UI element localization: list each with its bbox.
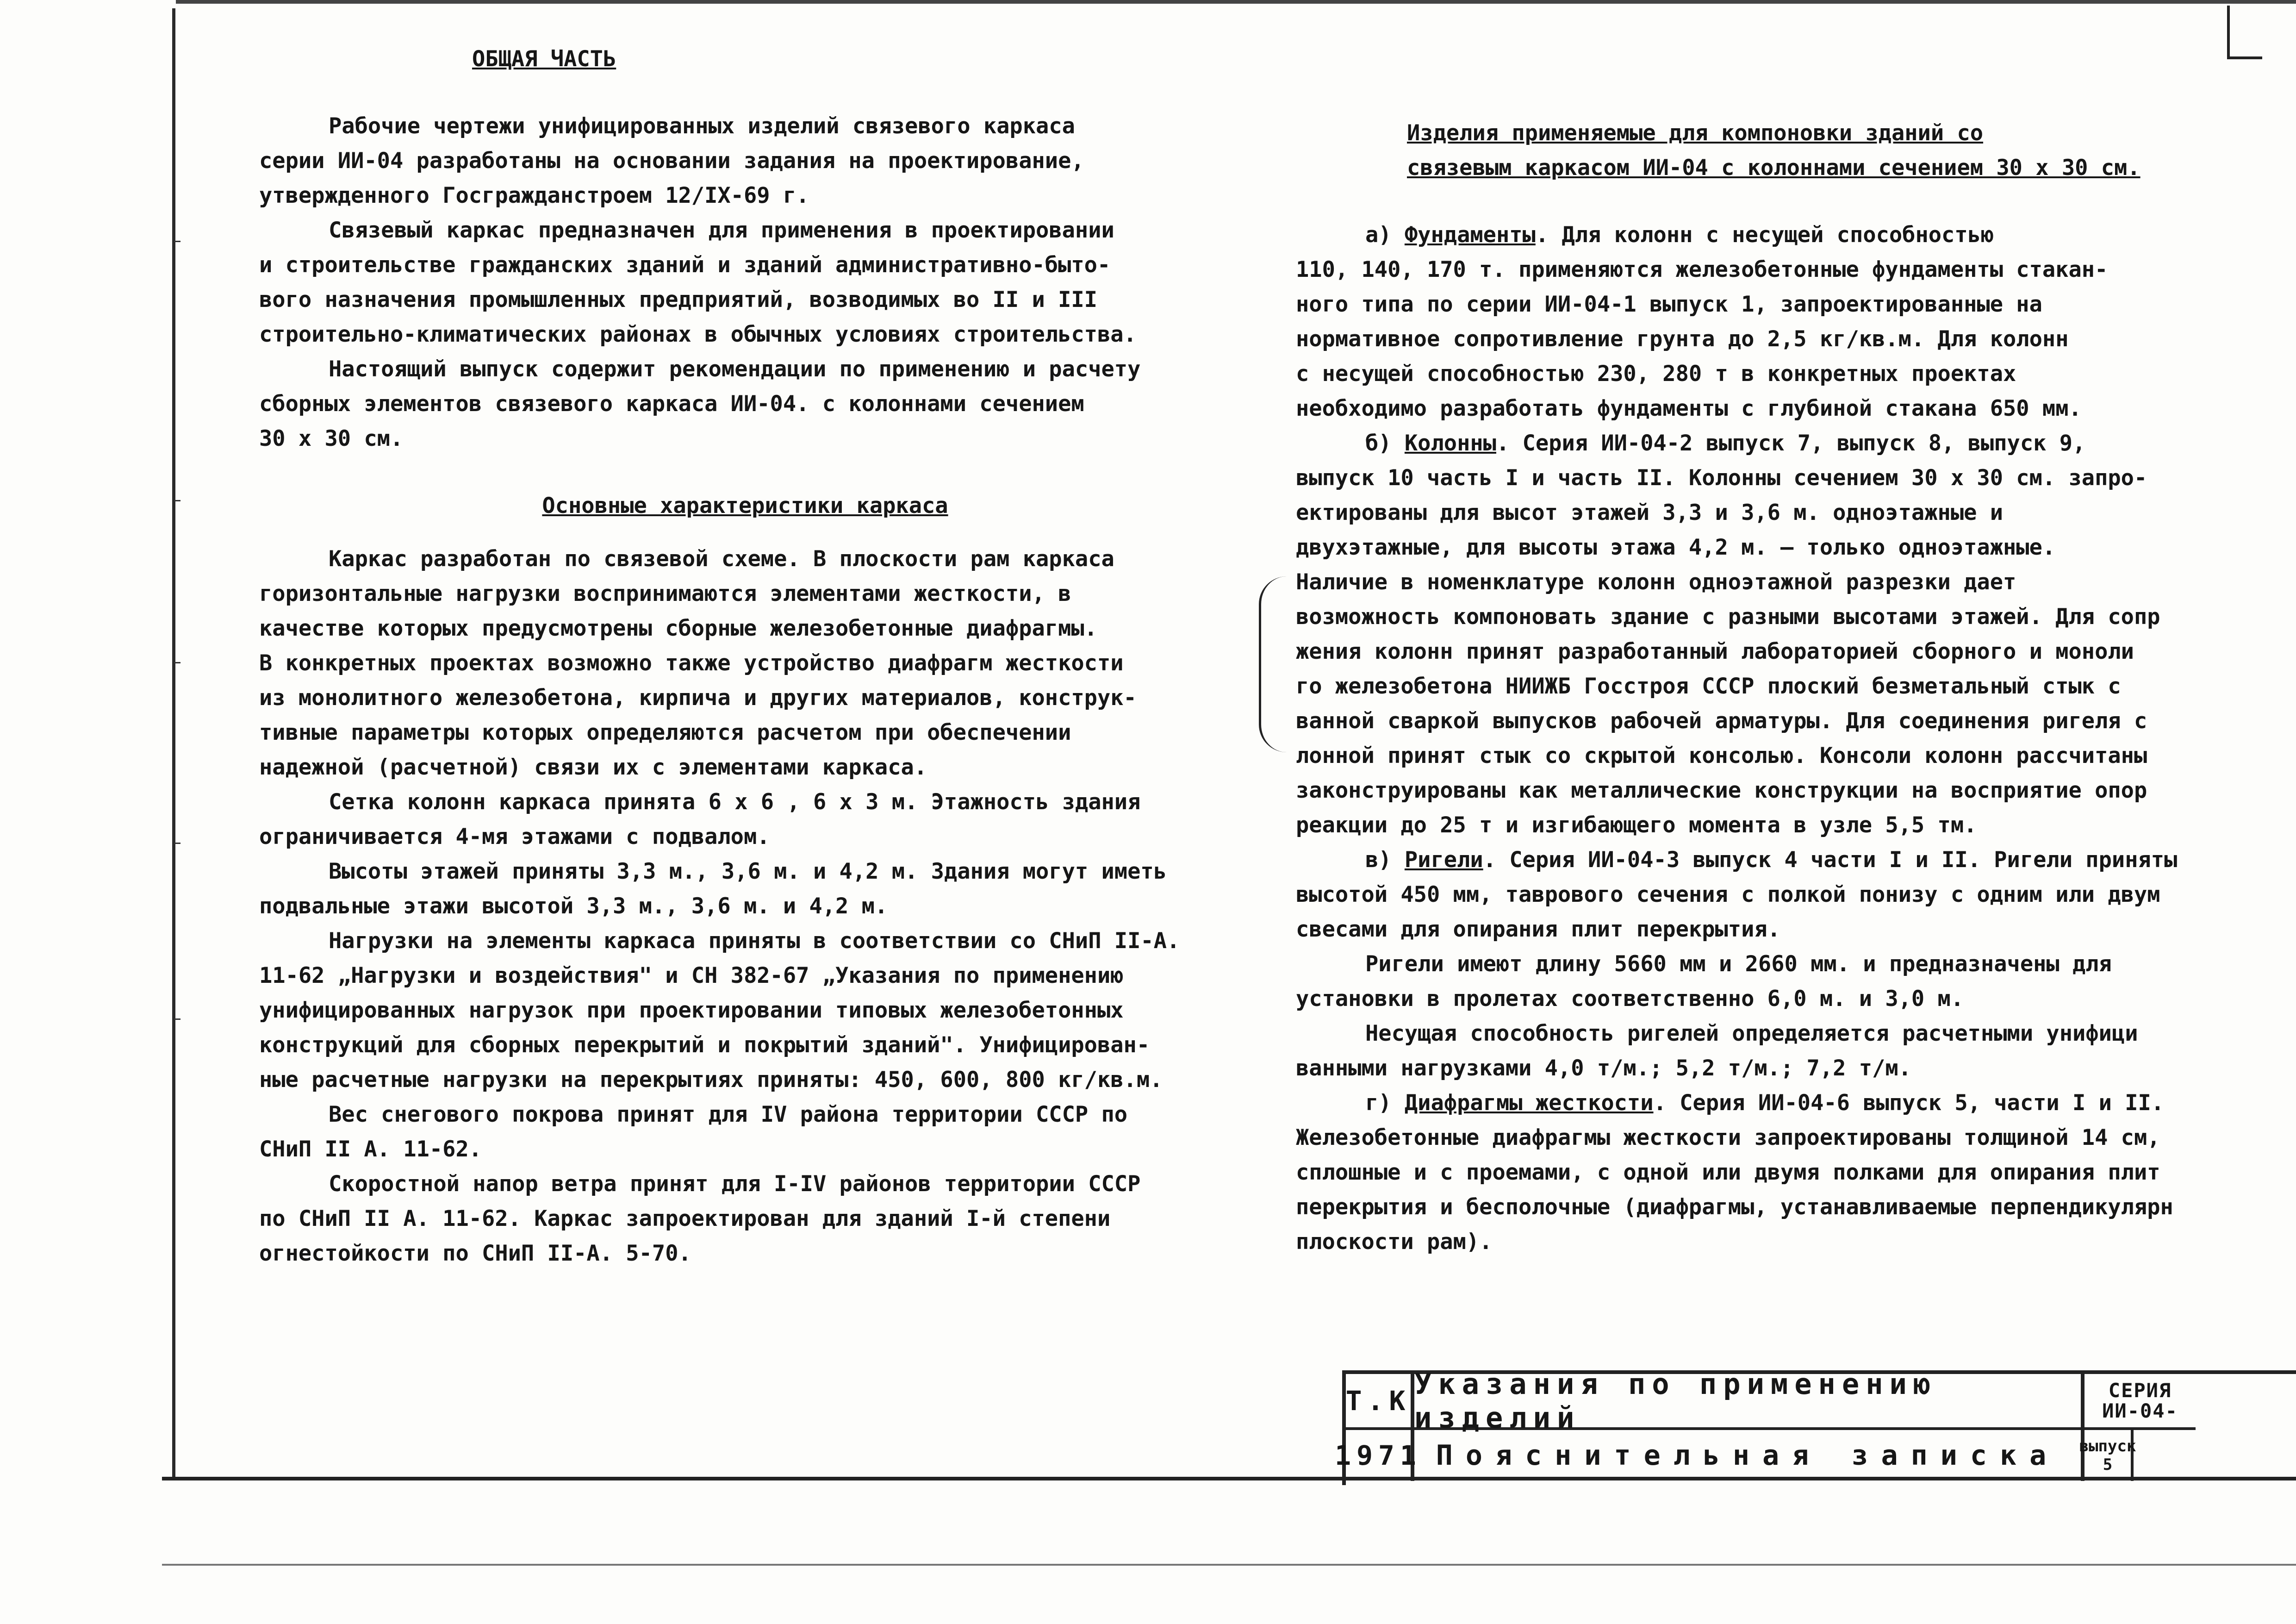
- paragraph-line: горизонтальные нагрузки воспринимаются элементами жесткости, в: [259, 581, 1071, 606]
- paragraph-line: тивные параметры которых определяются расчетом при обеспечении: [259, 720, 1071, 745]
- margin-tick: [174, 843, 180, 844]
- paragraph-line: . Серия ИИ-04-6 выпуск 5, части I и II.: [1653, 1090, 2165, 1116]
- paragraph-line: 11-62 „Нагрузки и воздействия" и СН 382-67 „Указания по применению: [259, 963, 1124, 988]
- corner-mark: [2227, 6, 2262, 59]
- section-a-label: а): [1365, 222, 1392, 248]
- paragraph-line: Каркас разработан по связевой схеме. В плоскости рам каркаса: [329, 546, 1114, 572]
- paragraph-line: утвержденного Госгражданстроем 12/IX-69 г.: [259, 183, 809, 208]
- products-heading-line2: связевым каркасом ИИ-04 с колоннами сечением 30 х 30 см.: [1407, 155, 2140, 181]
- products-heading-line1: Изделия применяемые для компоновки зданий со: [1407, 120, 1984, 146]
- section-a-first-line: [1296, 218, 2249, 252]
- paragraph-line: надежной (расчетной) связи их с элементами каркаса.: [259, 755, 927, 780]
- title-block-subtitle: Пояснительная записка: [1436, 1439, 2060, 1472]
- paragraph-line: жения колонн принят разработанный лабораторией сборного и моноли: [1296, 639, 2134, 664]
- paragraph-line: Рабочие чертежи унифицированных изделий связевого каркаса: [329, 113, 1075, 139]
- paragraph-line: го железобетона НИИЖБ Госстроя СССР плоский безметальный стык с: [1296, 674, 2121, 699]
- paragraph-line: Высоты этажей приняты 3,3 м., 3,6 м. и 4,2 м. Здания могут иметь: [329, 859, 1167, 884]
- paragraph-line: Железобетонные диафрагмы жесткости запроектированы толщиной 14 см,: [1296, 1125, 2160, 1150]
- paragraph-line: сплошные и с проемами, с одной или двумя полками для опирания плит: [1296, 1160, 2160, 1185]
- margin-tick: [174, 1018, 180, 1020]
- left-column: [259, 42, 1231, 1271]
- paragraph-line: необходимо разработать фундаменты с глубиной стакана 650 мм.: [1296, 396, 2082, 421]
- paragraph-line: Ригели имеют длину 5660 мм и 2660 мм. и предназначены для: [1365, 951, 2112, 977]
- paragraph-line: 110, 140, 170 т. применяются железобетонные фундаменты стакан-: [1296, 257, 2108, 282]
- section-g-first-line: [1296, 1086, 2249, 1120]
- issue-label: выпуск: [2079, 1437, 2136, 1455]
- paragraph-line: огнестойкости по СНиП II-А. 5-70.: [259, 1241, 691, 1266]
- paragraph-line: законструированы как металлические конструкции на восприятие опор: [1296, 778, 2147, 803]
- paragraph-line: серии ИИ-04 разработаны на основании задания на проектирование,: [259, 148, 1084, 174]
- paragraph-line: строительно-климатических районах в обычных условиях строительства.: [259, 322, 1137, 347]
- paragraph-line: ектированы для высот этажей 3,3 и 3,6 м. одноэтажные и: [1296, 500, 2004, 525]
- paragraph-line: подвальные этажи высотой 3,3 м., 3,6 м. и 4,2 м.: [259, 893, 888, 919]
- paragraph-line: установки в пролетах соответственно 6,0 м. и 3,0 м.: [1296, 986, 1964, 1012]
- stiffening-diaphragms-term: Диафрагмы жесткости: [1404, 1090, 1654, 1116]
- paragraph-line: Скоростной напор ветра принят для I-IV районов территории СССР: [329, 1171, 1141, 1197]
- section-v-label: в): [1365, 847, 1392, 873]
- paragraph-line: конструкций для сборных перекрытий и покрытий зданий". Унифицирован-: [259, 1032, 1150, 1058]
- paragraph-line: лонной принят стык со скрытой консолью. Консоли колонн рассчитаны: [1296, 743, 2147, 768]
- section-v-first-line: [1296, 843, 2249, 877]
- title-block-series: [2081, 1374, 2196, 1430]
- paragraph-line: свесами для опирания плит перекрытия.: [1296, 917, 1780, 942]
- paragraph-line: двухэтажные, для высоты этажа 4,2 м. — только одноэтажные.: [1296, 535, 2056, 560]
- paragraph-line: ванной сваркой выпусков рабочей арматуры. Для соединения ригеля с: [1296, 708, 2147, 734]
- margin-brace-mark: [1259, 576, 1289, 752]
- section-b-label: б): [1365, 431, 1392, 456]
- paragraph-line: . Серия ИИ-04-3 выпуск 4 части I и II. Ригели приняты: [1483, 847, 2178, 873]
- paragraph-line: нормативное сопротивление грунта до 2,5 кг/кв.м. Для колонн: [1296, 326, 2069, 352]
- paragraph-line: из монолитного железобетона, кирпича и других материалов, конструк-: [259, 685, 1137, 711]
- frame-left-border: [172, 8, 175, 1480]
- paragraph-line: ограничивается 4-мя этажами с подвалом.: [259, 824, 770, 849]
- paragraph-line: Сетка колонн каркаса принята 6 х 6 , 6 х 3 м. Этажность здания: [329, 789, 1141, 815]
- series-value: ИИ-04-: [2102, 1399, 2178, 1422]
- paragraph-line: ванными нагрузками 4,0 т/м.; 5,2 т/м.; 7,2 т/м.: [1296, 1056, 1911, 1081]
- general-part-heading: ОБЩАЯ ЧАСТЬ: [472, 46, 616, 72]
- paragraph-line: Настоящий выпуск содержит рекомендации по применению и расчету: [329, 356, 1141, 382]
- paragraph-line: унифицированных нагрузок при проектировании типовых железобетонных: [259, 998, 1124, 1023]
- paragraph-line: с несущей способностью 230, 280 т в конкретных проектах: [1296, 361, 2016, 387]
- paragraph-line: ного типа по серии ИИ-04-1 выпуск 1, запроектированные на: [1296, 292, 2042, 317]
- paragraph-line: перекрытия и бесполочные (диафрагмы, устанавливаемые перпендикулярн: [1296, 1194, 2173, 1220]
- series-label: СЕРИЯ: [2108, 1379, 2172, 1402]
- paragraph-line: ные расчетные нагрузки на перекрытиях приняты: 450, 600, 800 кг/кв.м.: [259, 1067, 1163, 1093]
- title-block-title: Указания по применению изделий: [1414, 1374, 2081, 1430]
- margin-tick: [174, 500, 180, 501]
- title-block-issue: [2081, 1430, 2134, 1481]
- paragraph-line: плоскости рам).: [1296, 1229, 1493, 1255]
- paragraph-line: . Для колонн с несущей способностью: [1535, 222, 1994, 248]
- margin-tick: [174, 241, 180, 242]
- paragraph-line: высотой 450 мм, таврового сечения с полкой понизу с одним или двум: [1296, 882, 2160, 907]
- title-block-year: 1971: [1346, 1430, 1414, 1481]
- paragraph-line: В конкретных проектах возможно также устройство диафрагм жесткости: [259, 650, 1124, 676]
- paragraph-line: качестве которых предусмотрены сборные железобетонные диафрагмы.: [259, 616, 1097, 641]
- paragraph-line: . Серия ИИ-04-2 выпуск 7, выпуск 8, выпуск 9,: [1496, 431, 2086, 456]
- paragraph-line: возможность компоновать здание с разными высотами этажей. Для сопр: [1296, 604, 2160, 630]
- frame-top-border: [176, 0, 2296, 4]
- paragraph-line: 30 х 30 см.: [259, 426, 404, 451]
- right-column: [1296, 116, 2249, 1259]
- beams-term: Ригели: [1404, 847, 1483, 873]
- section-g-label: г): [1365, 1090, 1392, 1116]
- paragraph-line: СНиП II А. 11-62.: [259, 1137, 482, 1162]
- paragraph-line: Наличие в номенклатуре колонн одноэтажной разрезки дает: [1296, 569, 2016, 595]
- foundations-term: Фундаменты: [1404, 222, 1536, 248]
- margin-tick: [174, 662, 180, 663]
- paragraph-line: Нагрузки на элементы каркаса приняты в соответствии со СНиП II-А.: [329, 928, 1180, 954]
- paragraph-line: Связевый каркас предназначен для применения в проектировании: [329, 218, 1114, 243]
- issue-value: 5: [2103, 1455, 2113, 1474]
- paragraph-line: выпуск 10 часть I и часть II. Колонны сечением 30 х 30 см. запро-: [1296, 465, 2147, 491]
- paragraph-line: сборных элементов связевого каркаса ИИ-04. с колоннами сечением: [259, 391, 1084, 417]
- frame-trim-line: [162, 1564, 2296, 1566]
- paragraph-line: Несущая способность ригелей определяется расчетными унифици: [1365, 1021, 2138, 1046]
- paragraph-line: вого назначения промышленных предприятий, возводимых во II и III: [259, 287, 1097, 312]
- paragraph-line: по СНиП II А. 11-62. Каркас запроектирован для зданий I-й степени: [259, 1206, 1111, 1231]
- title-block-org: Т.К: [1346, 1374, 1414, 1430]
- paragraph-line: реакции до 25 т и изгибающего момента в узле 5,5 тм.: [1296, 812, 1977, 838]
- paragraph-line: Вес снегового покрова принят для IV района территории СССР по: [329, 1102, 1128, 1127]
- section-b-first-line: [1296, 426, 2249, 461]
- paragraph-line: и строительстве гражданских зданий и зданий административно-быто-: [259, 252, 1111, 278]
- columns-term: Колонны: [1404, 431, 1496, 456]
- main-characteristics-heading: Основные характеристики каркаса: [542, 493, 948, 518]
- title-block: [1335, 1367, 2296, 1485]
